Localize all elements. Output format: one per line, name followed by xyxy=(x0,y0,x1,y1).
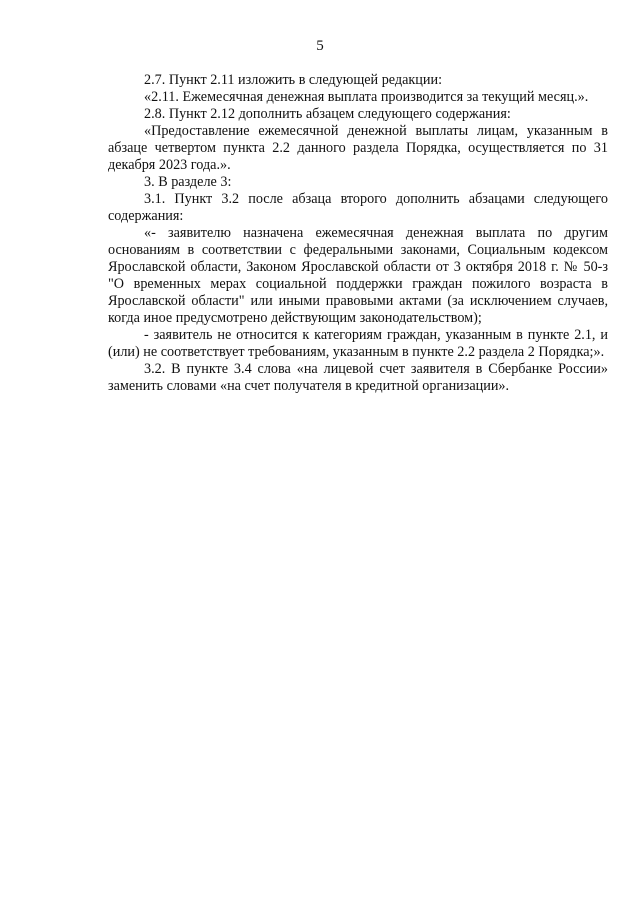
paragraph-3-1-item-2: - заявитель не относится к категориям граждан, указанным в пункте 2.1, и (или) не соответствует требованиям, указанным в пункте 2.2 раздела 2 Порядка;». xyxy=(108,327,608,360)
paragraph-2-7: 2.7. Пункт 2.11 изложить в следующей редакции: xyxy=(144,72,443,88)
paragraph-3-1: 3.1. Пункт 3.2 после абзаца второго дополнить абзацами следующего содержания: xyxy=(108,191,608,224)
document-body xyxy=(108,72,608,395)
paragraph-2-8: 2.8. Пункт 2.12 дополнить абзацем следующего содержания: xyxy=(144,106,511,122)
paragraph-2-12-quote: «Предоставление ежемесячной денежной выплаты лицам, указанным в абзаце четвертом пункта 2.2 данного раздела Порядка, осуществляется по 31 декабря 2023 года.». xyxy=(108,123,608,173)
page-number: 5 xyxy=(316,38,324,54)
paragraph-2-11-quote: «2.11. Ежемесячная денежная выплата производится за текущий месяц.». xyxy=(144,89,589,105)
paragraph-section-3: 3. В разделе 3: xyxy=(144,174,232,190)
paragraph-3-1-item-1: «- заявителю назначена ежемесячная денежная выплата по другим основаниям в соответствии с федеральными законами, Социальным кодексом Ярославской области, Законом Ярославской области от 3 октября 2018 г. № 50-з "О временных мерах социальной поддержки граждан пожилого возраста в Ярославской области" или иными правовыми актами (за исключением случаев, когда иное предусмотрено действующим законодательством); xyxy=(108,225,608,326)
paragraph-3-2: 3.2. В пункте 3.4 слова «на лицевой счет заявителя в Сбербанке России» заменить словами «на счет получателя в кредитной организации». xyxy=(108,361,608,394)
